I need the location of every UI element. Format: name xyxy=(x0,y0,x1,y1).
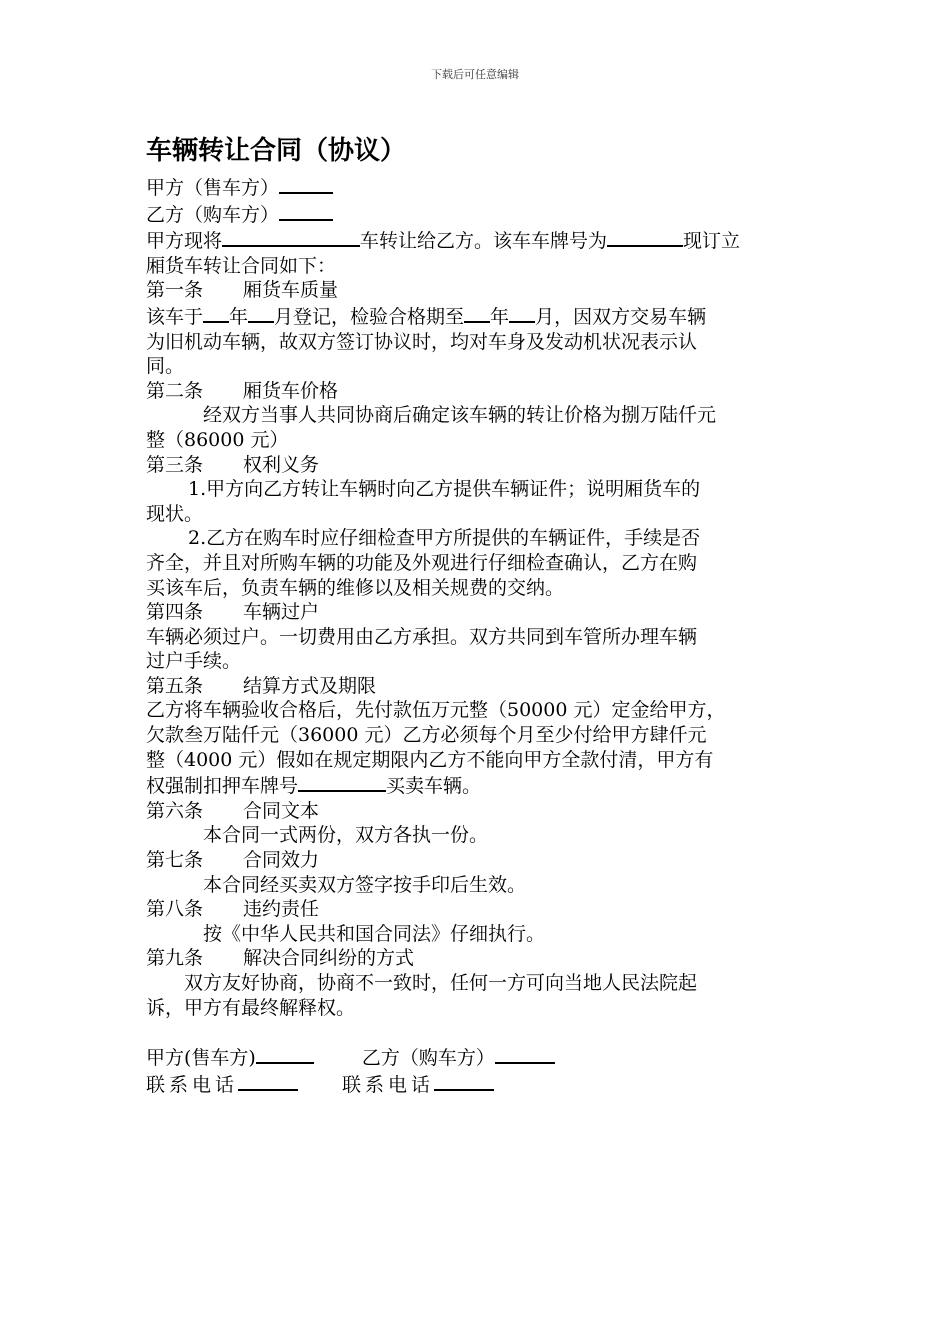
party-b-line xyxy=(146,201,808,228)
article-number: 第四条 xyxy=(146,601,204,624)
article5-line-1: 乙方将车辆验收合格后，先付款伍万元整（50000 元）定金给甲方， xyxy=(146,699,726,722)
article9-line-1: 双方友好协商，协商不一致时，任何一方可向当地人民法院起 xyxy=(184,972,698,994)
article-text: 年 xyxy=(229,305,249,328)
article9-line-2: 诉，甲方有最终解释权。 xyxy=(146,996,356,1019)
article3-item2-line-1: 2.乙方在购车时应仔细检查甲方所提供的车辆证件，手续是否 xyxy=(188,527,701,550)
article-heading xyxy=(146,674,808,699)
article-title: 厢货车价格 xyxy=(243,379,339,402)
party-b-signature-blank[interactable] xyxy=(495,1044,555,1064)
article-heading xyxy=(146,946,808,971)
article-heading xyxy=(146,379,808,404)
party-a-line xyxy=(146,174,808,201)
party-b-phone-label: 联系电话 xyxy=(342,1073,435,1096)
article-number: 第三条 xyxy=(146,453,204,476)
article-title: 违约责任 xyxy=(243,898,320,921)
intro-line-2: 厢货车转让合同如下： xyxy=(146,254,337,277)
article5-line-4 xyxy=(146,772,808,799)
article-number: 第九条 xyxy=(146,947,204,970)
article1-line-2: 为旧机动车辆，故双方签订协议时，均对车身及发动机状况表示认 xyxy=(146,330,698,353)
register-year-blank[interactable] xyxy=(203,303,229,323)
article-title: 合同效力 xyxy=(243,849,320,872)
article3-item2-line-2: 齐全，并且对所购车辆的功能及外观进行仔细检查确认，乙方在购 xyxy=(146,551,698,574)
intro-text: 现订立 xyxy=(683,230,741,253)
party-b-signature-label: 乙方（购车方） xyxy=(361,1047,495,1070)
party-a-blank[interactable] xyxy=(279,174,333,194)
article-text: 年 xyxy=(490,305,510,328)
article4-line-2: 过户手续。 xyxy=(146,650,242,673)
article1-line-1 xyxy=(146,303,808,330)
intro-text: 车转让给乙方。该车车牌号为 xyxy=(360,230,608,253)
expiry-month-blank[interactable] xyxy=(509,303,535,323)
article3-item1-line-1: 1.甲方向乙方转让车辆时向乙方提供车辆证件；说明厢货车的 xyxy=(188,478,701,501)
party-a-phone-label: 联系电话 xyxy=(146,1073,239,1096)
article-title: 解决合同纠纷的方式 xyxy=(243,947,415,970)
signature-line xyxy=(146,1044,808,1071)
article-number: 第七条 xyxy=(146,849,204,872)
intro-text: 甲方现将 xyxy=(146,230,223,253)
article-title: 厢货车质量 xyxy=(243,279,339,302)
page-header: 下载后可任意编辑 xyxy=(431,68,519,81)
article8-line-1: 按《中华人民共和国合同法》仔细执行。 xyxy=(203,922,546,945)
register-month-blank[interactable] xyxy=(248,303,274,323)
article-heading xyxy=(146,600,808,625)
article3-item1-line-2: 现状。 xyxy=(146,502,204,525)
intro-line-1 xyxy=(146,227,808,254)
article-heading xyxy=(146,278,808,303)
party-b-phone-blank[interactable] xyxy=(434,1071,494,1091)
phone-line xyxy=(146,1071,808,1098)
article-heading xyxy=(146,453,808,478)
article-heading xyxy=(146,799,808,824)
article2-line-2: 整（86000 元） xyxy=(146,428,289,451)
article-number: 第一条 xyxy=(146,279,204,302)
party-a-phone-blank[interactable] xyxy=(238,1071,298,1091)
page-title: 车辆转让合同（协议） xyxy=(146,136,407,166)
party-a-signature-label: 甲方(售车方) xyxy=(146,1047,256,1070)
article-number: 第六条 xyxy=(146,799,204,822)
article-text: 月登记，检验合格期至 xyxy=(274,305,465,328)
article-heading xyxy=(146,848,808,873)
plate-number-blank[interactable] xyxy=(607,227,683,247)
article-text: 权强制扣押车牌号 xyxy=(146,775,299,798)
signature-block xyxy=(146,1044,808,1097)
seized-plate-blank[interactable] xyxy=(298,772,386,792)
article-text: 买卖车辆。 xyxy=(386,775,482,798)
article-text: 该车于 xyxy=(146,305,204,328)
article1-line-3: 同。 xyxy=(146,355,185,378)
article4-line-1: 车辆必须过户。一切费用由乙方承担。双方共同到车管所办理车辆 xyxy=(146,625,698,648)
contract-body xyxy=(146,130,808,1097)
expiry-year-blank[interactable] xyxy=(464,303,490,323)
article6-line-1: 本合同一式两份，双方各执一份。 xyxy=(203,824,489,847)
article7-line-1: 本合同经买卖双方签字按手印后生效。 xyxy=(203,873,527,896)
party-b-label: 乙方（购车方） xyxy=(146,203,280,226)
party-a-label: 甲方（售车方） xyxy=(146,177,280,199)
article-title: 权利义务 xyxy=(243,453,320,476)
vehicle-blank[interactable] xyxy=(222,227,360,247)
article5-line-2: 欠款叁万陆仟元（36000 元）乙方必须每个月至少付给甲方肆仟元 xyxy=(146,724,707,747)
article-title: 合同文本 xyxy=(243,799,320,822)
article3-item2-line-3: 买该车后，负责车辆的维修以及相关规费的交纳。 xyxy=(146,576,565,599)
article-heading xyxy=(146,897,808,922)
article-text: 月，因双方交易车辆 xyxy=(535,305,707,328)
article-number: 第二条 xyxy=(146,379,204,402)
article-title: 车辆过户 xyxy=(243,601,320,624)
article-title: 结算方式及期限 xyxy=(243,674,377,697)
article-number: 第五条 xyxy=(146,674,204,697)
article2-line-1: 经双方当事人共同协商后确定该车辆的转让价格为捌万陆仟元 xyxy=(203,404,717,427)
article5-line-3: 整（4000 元）假如在规定期限内乙方不能向甲方全款付清，甲方有 xyxy=(146,748,714,771)
party-a-signature-blank[interactable] xyxy=(256,1044,314,1064)
party-b-blank[interactable] xyxy=(279,201,333,221)
article-number: 第八条 xyxy=(146,898,204,921)
